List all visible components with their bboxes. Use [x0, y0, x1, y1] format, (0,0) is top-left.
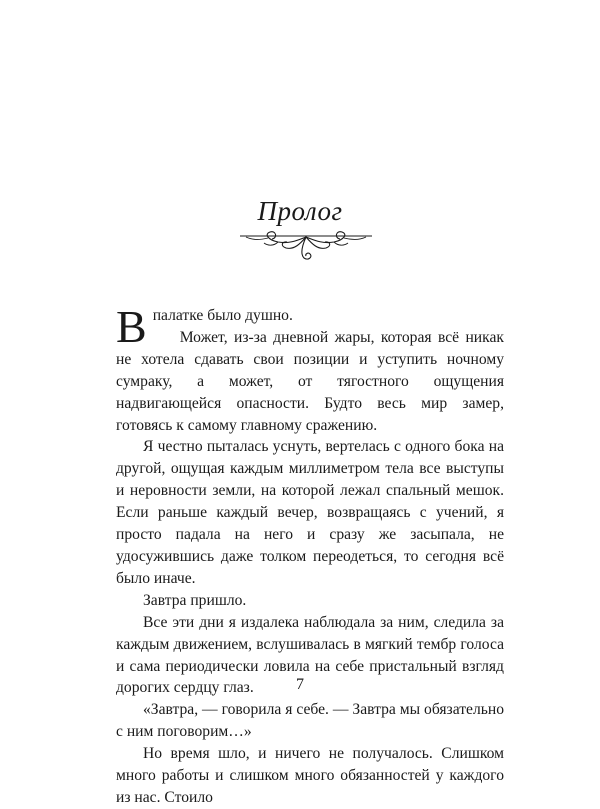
chapter-title: Пролог: [257, 196, 343, 226]
paragraph: Все эти дни я издалека наблюдала за ним, следила за каждым движением, вслушивалась в мягкий тембр голоса и сама периодически ловила на себе пристальный взгляд дорогих сердцу глаз.: [116, 613, 504, 697]
chapter-body: [116, 301, 504, 809]
paragraph: Но время шло, и ничего не получалось. Слишком много работы и слишком много обязанностей у каждого из нас. Стоило: [116, 745, 504, 806]
drop-cap: В: [116, 301, 147, 352]
paragraph-text: палатке было душно.: [152, 307, 293, 324]
page-number: 7: [296, 676, 304, 693]
paragraph: Может, из-за дневной жары, которая всё никак не хотела сдавать свои позиции и уступить ночному сумраку, а может, от тягостного ощущения надвигающейся опасности. Будто весь мир замер, готовясь к самому главному сражению.: [116, 328, 504, 434]
paragraph: «Завтра, — говорила я себе. — Завтра мы обязательно с ним поговорим…»: [116, 701, 504, 741]
flourish-ornament-icon: [238, 228, 374, 264]
paragraph: Я честно пыталась уснуть, вертелась с одного бока на другой, ощущая каждым миллиметром тела все выступы и неровности земли, на которой лежал спальный мешок. Если раньше каждый вечер, возвращаясь с учений, я просто падала на него и сразу же засыпала, не удосужившись даже толком переодеться, то сегодня всё было иначе.: [116, 438, 504, 587]
paragraph: [116, 301, 504, 352]
paragraph: Завтра пришло.: [143, 591, 247, 609]
